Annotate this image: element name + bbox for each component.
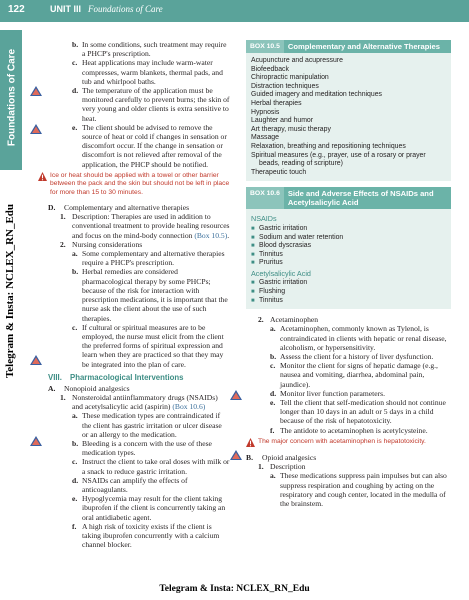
list-item: b. Assess the client for a history of liver dysfunction. (270, 352, 434, 362)
bullet-item: ■ Tinnitus (251, 250, 283, 258)
box-title: Side and Adverse Effects of NSAIDs and Acetylsalicylic Acid (287, 189, 434, 208)
section-heading-pharmacological: VIII. Pharmacological Interventions (48, 372, 184, 382)
box-id: BOX 10.5 (246, 40, 284, 53)
bullet-icon: ■ (251, 260, 255, 267)
warning-callout (246, 438, 451, 447)
bullet-icon: ■ (251, 243, 255, 250)
list-item: d. NSAIDs can amplify the effects of anticoagulants. (72, 475, 188, 494)
box-item: Hypnosis (251, 108, 280, 116)
alert-triangle-icon (230, 390, 242, 400)
box-body (246, 209, 451, 309)
bullet-icon: ■ (251, 251, 255, 258)
warning-icon (38, 172, 47, 181)
list-item: c. If cultural or spiritual measures are to be employed, the nurse must elicit from the client the preferred forms of spiritual expression and learn when they are practiced so that they may be integrated into the plan of care. (72, 322, 224, 369)
alert-triangle-icon (30, 124, 42, 134)
side-tab (0, 30, 22, 170)
list-item: a. These medication types are contraindicated if the client has gastric irritation or ulcer disease or an allergy to the medication. (72, 411, 222, 439)
box-item: Chiropractic manipulation (251, 74, 329, 82)
alert-triangle-icon (30, 86, 42, 96)
box-reference-link[interactable]: (Box 10.6) (172, 402, 206, 412)
box-item: Relaxation, breathing and repositioning techniques (251, 142, 406, 150)
bullet-item: ■ Blood dyscrasias (251, 242, 312, 250)
list-item: c. Instruct the client to take oral doses with milk or a snack to reduce gastric irritation. (72, 457, 230, 476)
box-reference-link[interactable]: (Box 10.5) (194, 230, 228, 240)
list-item: d. Monitor liver function parameters. (270, 388, 386, 398)
alert-triangle-icon (30, 436, 42, 446)
list-item: b. Bleeding is a concern with the use of these medication types. (72, 438, 212, 458)
list-item: a. Acetaminophen, commonly known as Tylenol, is contraindicated in clients with hepatic or renal disease, alcoholism, or hypersensitivity. (270, 324, 447, 352)
bullet-icon: ■ (251, 297, 255, 304)
box-item: Spiritual measures (e.g., prayer, use of a rosary or prayer beads, reading of scripture) (251, 151, 426, 168)
list-item: b. In some conditions, such treatment may require a PHCP's prescription. (72, 40, 227, 59)
box-header (246, 40, 451, 53)
bullet-icon: ■ (251, 234, 255, 241)
box-header (246, 187, 451, 209)
box-item: Laughter and humor (251, 117, 314, 125)
bullet-item: ■ Gastric irritation (251, 224, 308, 232)
header-title: Foundations of Care (88, 4, 163, 14)
left-column (48, 40, 230, 549)
list-item: c. Heat applications may include warm-water compresses, warm blankets, thermal pads, and tub and whirlpool baths. (72, 58, 223, 86)
page-number: 122 (8, 4, 25, 15)
list-item: e. Hypoglycemia may result for the client taking ibuprofen if the client is concurrently taking an oral antidiabetic agent. (72, 494, 226, 522)
list-item: 1. Description (258, 462, 306, 472)
bullet-icon: ■ (251, 225, 255, 232)
warning-callout (38, 172, 230, 197)
watermark-bottom: Telegram & Insta: NCLEX_RN_Edu (159, 584, 310, 594)
list-item: 2. Acetaminophen (258, 315, 319, 325)
box-10-5 (246, 40, 451, 181)
bullet-item: ■ Sodium and water retention (251, 233, 344, 241)
warning-text: Ice or heat should be applied with a towel or other barrier between the pack and the skin but should not be left in place for more than 15 to 30 minutes. (50, 171, 230, 196)
box-item: Massage (251, 134, 279, 142)
list-item: c. Monitor the client for signs of hepatic damage (e.g., nausea and vomiting, diarrhea, abdominal pain, jaundice). (270, 361, 438, 389)
box-item: Acupuncture and acupressure (251, 57, 343, 64)
box-item: Therapeutic touch (251, 168, 307, 176)
box-subheading: NSAIDs (251, 214, 277, 224)
alert-triangle-icon (230, 450, 242, 460)
side-tab-label: Foundations of Care (6, 48, 18, 147)
list-item: d. The temperature of the application must be monitored carefully to prevent burns; the skin of very young and older clients is extra sensitive to heat. (72, 86, 230, 123)
box-item: Art therapy, music therapy (251, 125, 331, 133)
list-item: a. Some complementary and alternative therapies require a PHCP's prescription. (72, 249, 225, 268)
list-item: b. Herbal remedies are considered pharmacological therapy by some PHCPs; because of the risk for interaction with prescription medications, it is important that the nurse ask the client about the use of such therapies. (72, 267, 228, 323)
alert-triangle-icon (30, 355, 42, 365)
list-item: f. A high risk of toxicity exists if the client is taking ibuprofen concurrently with a calcium channel blocker. (72, 521, 220, 550)
list-item: f. The antidote to acetaminophen is acetylcysteine. (270, 425, 428, 435)
warning-text: The major concern with acetaminophen is hepatotoxicity. (258, 437, 426, 445)
bullet-item: ■ Pruritus (251, 259, 283, 267)
list-item: 1. Nonsteroidal antiinflammatory drugs (NSAIDs) and acetylsalicylic acid (aspirin) (Box 10.6) (60, 392, 218, 412)
box-id: BOX 10.6 (246, 187, 284, 209)
warning-icon (246, 438, 255, 447)
list-item: e. The client should be advised to remove the source of heat or cold if changes in sensation or discomfort occur. If the change in sensation or discomfort is not relieved after removal of the application, the PHCP should be notified. (72, 122, 227, 169)
box-item: Distraction techniques (251, 82, 319, 90)
watermark-vertical: Telegram & Insta: NCLEX_RN_Edu (4, 203, 16, 379)
section-heading: A. Nonopioid analgesics (48, 383, 130, 393)
list-item: 1. Description: Therapies are used in addition to conventional treatment to provide healing resources and focus on the mind-body connection (Box 10.5). (60, 212, 230, 240)
box-subheading: Acetylsalicylic Acid (251, 268, 311, 278)
bullet-icon: ■ (251, 289, 255, 296)
bullet-item: ■ Tinnitus (251, 296, 283, 304)
box-title: Complementary and Alternative Therapies (287, 42, 440, 51)
box-item: Herbal therapies (251, 99, 302, 107)
section-heading: B. Opioid analgesics (246, 452, 317, 462)
bullet-item: ■ Gastric irritation (251, 279, 308, 287)
list-item: 2. Nursing considerations (60, 239, 143, 249)
bullet-icon: ■ (251, 280, 255, 287)
bullet-item: ■ Flushing (251, 288, 286, 296)
box-item: Guided imagery and meditation techniques (251, 91, 383, 99)
right-column (246, 40, 451, 508)
box-item: Biofeedback (251, 65, 289, 73)
list-item: a. These medications suppress pain impulses but can also suppress respiration and coughing by acting on the respiratory and cough center, located in the medulla of the brainstem. (270, 471, 447, 508)
unit-label: UNIT III (50, 4, 81, 14)
section-heading: D. Complementary and alternative therapies (48, 203, 190, 213)
list-item: e. Tell the client that self-medication should not continue longer than 10 days in an adult or 5 days in a child because of the risk of hepatotoxicity. (270, 398, 446, 426)
box-10-6 (246, 187, 451, 309)
box-body (246, 53, 451, 181)
